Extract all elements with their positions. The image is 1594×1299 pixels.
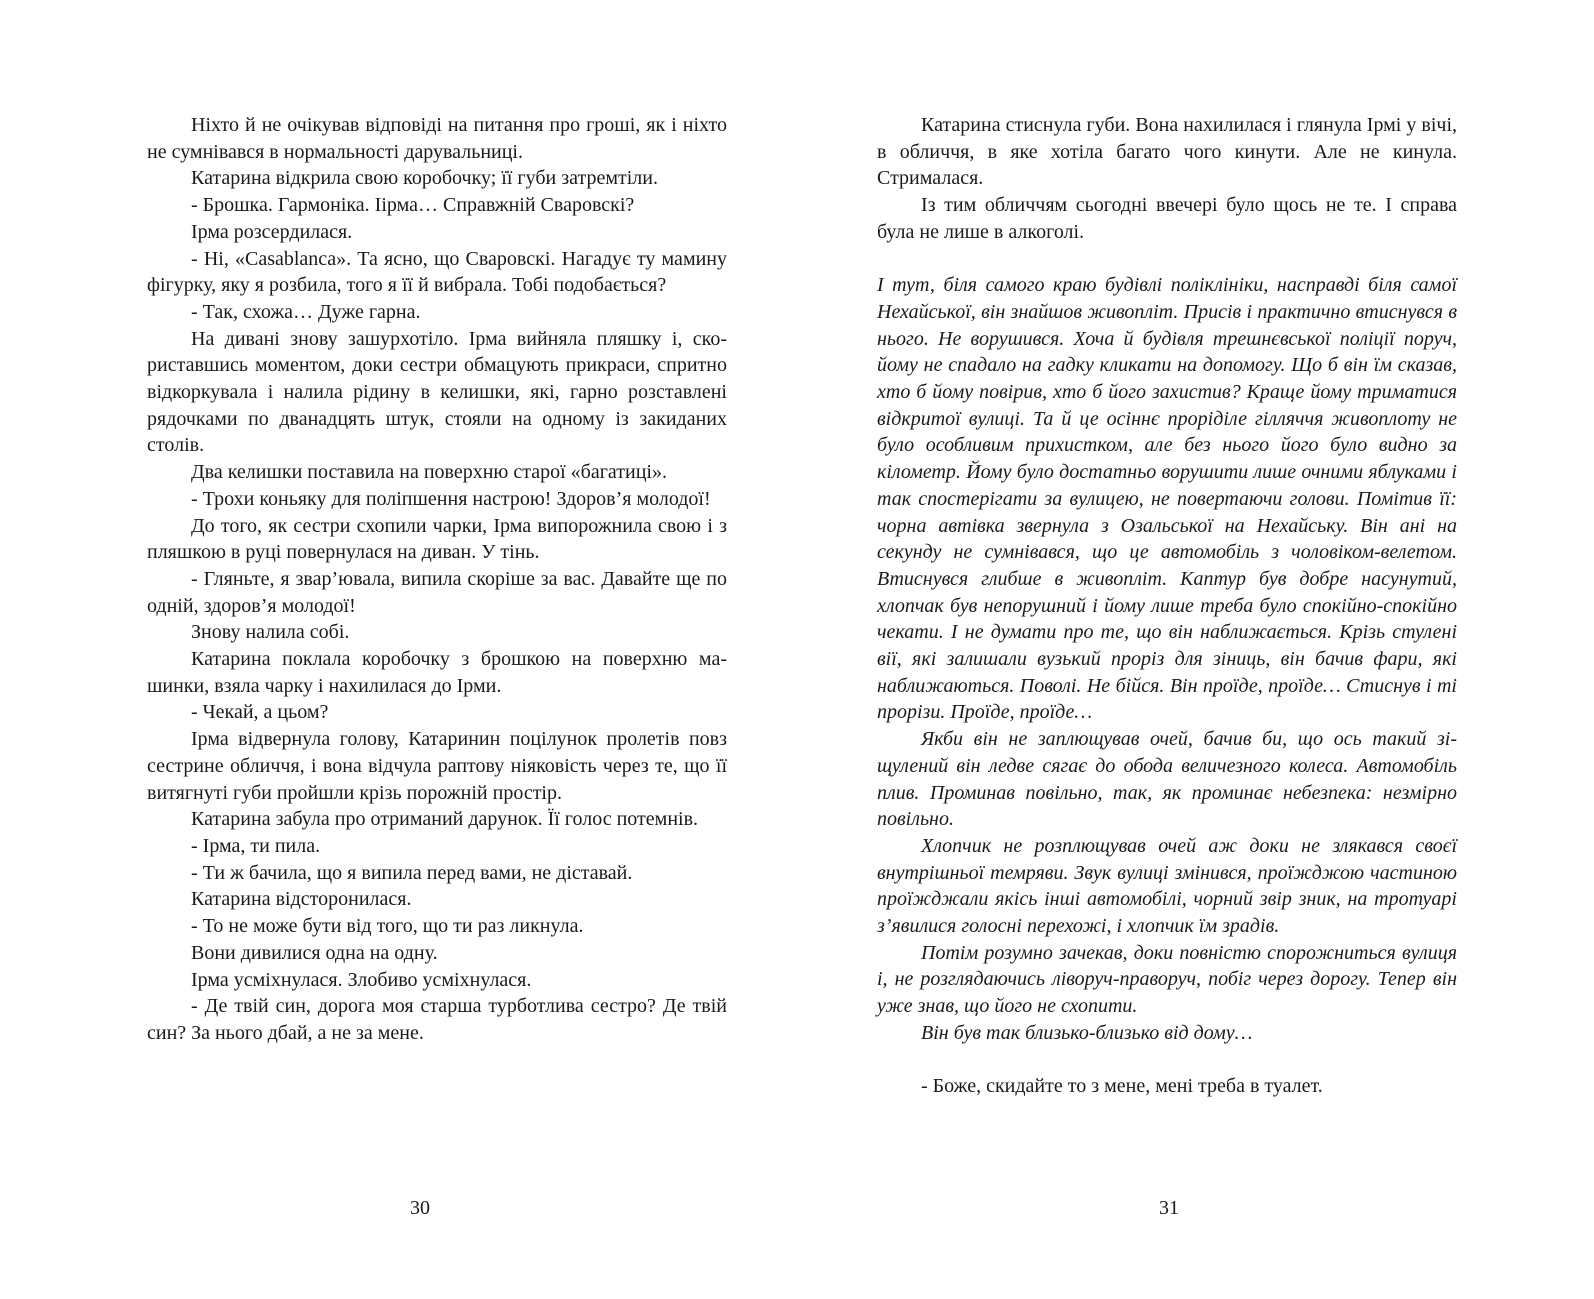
right-page-text (877, 112, 1457, 1100)
right-page (797, 0, 1594, 1299)
paragraph: Катарина відсторонилася. (191, 888, 412, 911)
paragraph: - Гляньте, я звар’ювала, випила скоріше за вас. Давайте ще по одній, здоров’я молодої! (147, 567, 727, 617)
italic-paragraph: І тут, біля самого краю будівлі поліклініки, насправді біля самої Нехайської, він знайшов живопліт. Присів і практично втиснувся в нього. Не ворушився. Хоча й будівля трешнєвської поліції поруч, йому не спадало на гадку кликати на допомогу. Що б він їм сказав, хто б йому повірив, хто б його захистив? Краще йому триматися відкритої вулиці. Та й це осіннє проріділе гілляччя живоплоту не було особливим прихистком, але без нього його було видно за кілометр. Йому було достатньо ворушити лише очними яблуками і так спостерігати за вулицею, не повертаючи голови. Помітив її: чорна автівка звернула з Озальської на Нехайську. Він ані на секунду не сумнівався, що це автомобіль з чоловіком-велетом. Втиснувся глибше в живопліт. Каптур був добре насунутий, хлопчак був непорушний і йому лише треба було спокійно-спокійно чекати. І не думати про те, що він наближається. Крізь стулені вії, які залишали вузький проріз для зіниць, він бачив фари, які наближаються. Поволі. Не бійся. Він проїде, проїде… Стиснув і ті прорізи. Проїде, проїде… (877, 274, 1457, 724)
paragraph: Із тим обличчям сьогодні ввечері було щось не те. І справа була не лише в алкоголі. (877, 194, 1457, 243)
paragraph: Ірма розсердилася. (191, 220, 353, 243)
italic-paragraph: Потім розумно зачекав, доки повністю спорожниться вулиця і, не розглядаючись ліворуч-праворуч, побіг через дорогу. Тепер він уже знав, що його не схопити. (877, 941, 1457, 1018)
paragraph: - Чекай, а цьом? (191, 701, 329, 724)
paragraph: - Боже, скидайте то з мене, мені треба в туалет. (921, 1075, 1323, 1098)
section-break (877, 1047, 1457, 1074)
paragraph: Два келишки поставила на поверхню старої «багатиці». (191, 461, 667, 484)
italic-paragraph: Він був так близько-близько від дому… (921, 1021, 1253, 1044)
paragraph: Ірма усміхнулася. Злобиво усміхнулася. (191, 968, 532, 991)
paragraph: Знову налила собі. (191, 621, 350, 644)
paragraph: На дивані знову зашурхотіло. Ірма вийняла пляшку і, скориставшись моментом, доки сестри обмацують прикраси, спритно відкоркувала і налила рідину в келишки, які, гарно розставлені рядочками по дванадцять штук, стояли на одному із закиданих столів. (147, 327, 727, 457)
page-number: 31 (1159, 1197, 1179, 1219)
paragraph: - То не може бути від того, що ти раз ликнула. (191, 915, 584, 938)
page-number: 30 (410, 1197, 430, 1219)
paragraph: Вони дивилися одна на одну. (191, 941, 438, 964)
paragraph: Катарина стиснула губи. Вона нахилилася і глянула Ірмі у вічі, в обличчя, в яке хотіла багато чого кинути. Але не кинула. Стрималася. (877, 114, 1457, 190)
paragraph: - Де твій син, дорога моя старша турботлива сестро? Де твій син? За нього дбай, а не за мене. (147, 995, 727, 1044)
paragraph: - Ірма, ти пила. (191, 834, 321, 857)
paragraph: - Трохи коньяку для поліпшення настрою! Здоров’я молодої! (191, 487, 711, 510)
paragraph: До того, як сестри схопили чарки, Ірма випорожнила свою і з пляшкою в руці повернулася на диван. У тінь. (147, 514, 727, 564)
paragraph: Ніхто й не очікував відповіді на питання про гроші, як і ніхто не сумнівався в нормальності дарувальниці. (147, 114, 727, 163)
paragraph: Катарина поклала коробочку з брошкою на поверхню машинки, взяла чарку і нахилилася до Ірми. (147, 648, 727, 697)
paragraph: - Брошка. Гармоніка. Іiрма… Справжній Сваровскі? (191, 194, 635, 217)
paragraph: - Ти ж бачила, що я випила перед вами, не діставай. (191, 861, 633, 884)
paragraph: - Ні, «Casablanca». Та ясно, що Сваровскі. Нагадує ту мамину фігурку, яку я розбила, того я її й вибрала. Тобі подобається? (147, 247, 727, 297)
italic-paragraph: Хлопчик не розплющував очей аж доки не злякався своєї внутрішньої темряви. Звук вулиці змінився, проїжджою частиною проїжджали якісь інші автомобілі, чорний звір зник, на тротуарі з’явилися голосні перехожі, і хлопчик їм зрадів. (877, 834, 1457, 938)
paragraph: Катарина відкрила свою коробочку; її губи затремтіли. (191, 167, 658, 190)
paragraph: Ірма відвернула голову, Катаринин поцілунок пролетів повз сестрине обличчя, і вона відчула раптову ніяковість через те, що її витягнуті губи пройшли крізь порожній простір. (147, 728, 727, 804)
left-page-text (147, 112, 727, 1047)
paragraph: - Так, схожа… Дуже гарна. (191, 300, 421, 323)
section-break (877, 246, 1457, 273)
italic-paragraph: Якби він не заплющував очей, бачив би, що ось такий зіщулений він ледве сягає до обода величезного колеса. Автомобіль плив. Проминав повільно, так, як проминає небезпека: незмірно повільно. (877, 728, 1457, 831)
paragraph: Катарина забула про отриманий дарунок. Її голос потемнів. (191, 808, 699, 831)
